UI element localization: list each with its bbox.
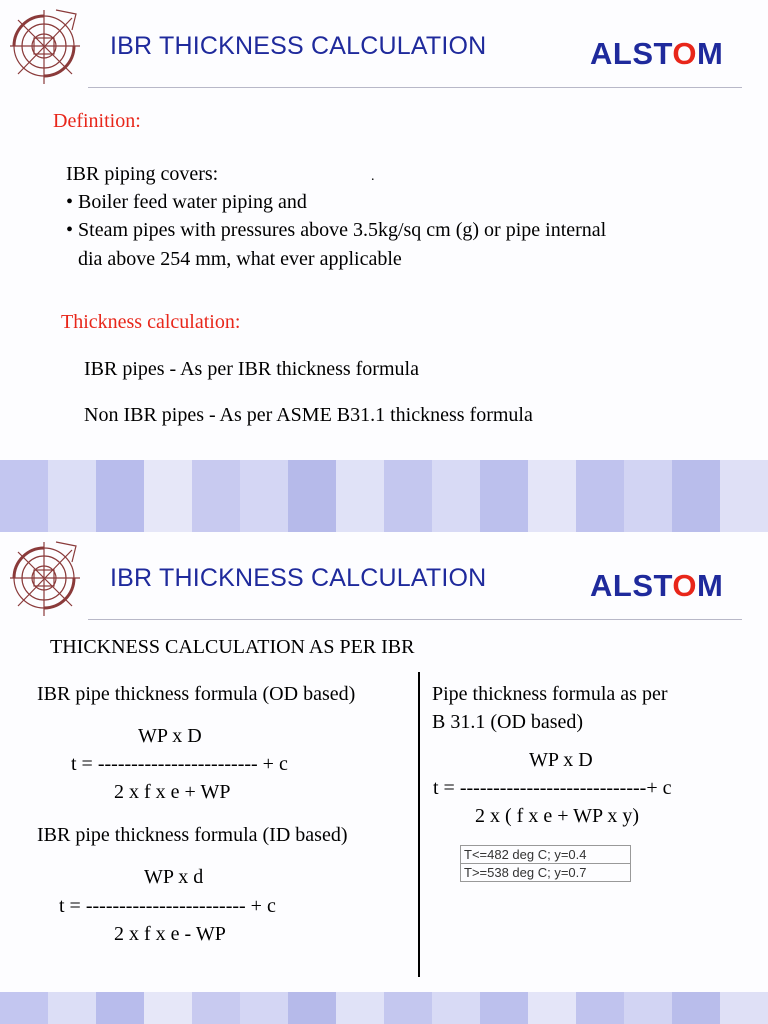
b31-formula-heading: Pipe thickness formula as per (432, 683, 668, 705)
title-divider (88, 619, 742, 620)
bullet-item (66, 220, 606, 240)
engineering-drawing-logo-icon (6, 536, 88, 620)
id-formula-numerator: WP x d (144, 866, 204, 888)
table-cell: T<=482 deg C; y=0.4 (461, 846, 631, 864)
bullet-icon: • (66, 219, 79, 241)
intro-text: IBR piping covers: (66, 163, 219, 185)
table-row (461, 846, 631, 864)
slide-separator-band (0, 992, 768, 1024)
slide-separator-band (0, 460, 768, 532)
definition-heading: Definition: (53, 110, 141, 132)
alstom-logo-text: ALSTOM (590, 36, 724, 71)
bullet-text: Steam pipes with pressures above 3.5kg/sq cm (g) or pipe internal (78, 219, 607, 241)
thickness-heading: Thickness calculation: (61, 311, 241, 333)
od-formula-heading: IBR pipe thickness formula (OD based) (37, 683, 356, 705)
table-row (461, 864, 631, 882)
slide-title: IBR THICKNESS CALCULATION (110, 32, 487, 60)
bullet-continuation: dia above 254 mm, what ever applicable (78, 248, 402, 270)
y-coefficient-table (460, 845, 631, 882)
od-formula-denominator: 2 x f x e + WP (114, 781, 231, 803)
b31-formula-fraction: t = ----------------------------+ c (433, 777, 672, 799)
od-formula-numerator: WP x D (138, 725, 202, 747)
id-formula-heading: IBR pipe thickness formula (ID based) (37, 824, 348, 846)
section-heading: THICKNESS CALCULATION AS PER IBR (50, 636, 415, 658)
alstom-logo-text: ALSTOM (590, 568, 724, 603)
slide-1 (0, 0, 768, 460)
bullet-text: Boiler feed water piping and (78, 191, 307, 213)
b31-formula-heading-line2: B 31.1 (OD based) (432, 711, 584, 733)
slide-title: IBR THICKNESS CALCULATION (110, 564, 487, 592)
b31-formula-denominator: 2 x ( f x e + WP x y) (475, 805, 640, 827)
non-ibr-pipes-text: Non IBR pipes - As per ASME B31.1 thickness formula (84, 404, 533, 426)
bullet-item (66, 192, 307, 212)
ibr-pipes-text: IBR pipes - As per IBR thickness formula (84, 358, 419, 380)
stray-dot: . (371, 169, 375, 184)
od-formula-fraction: t = ------------------------ + c (71, 753, 288, 775)
table-cell: T>=538 deg C; y=0.7 (461, 864, 631, 882)
column-divider (418, 672, 420, 977)
b31-formula-numerator: WP x D (529, 749, 593, 771)
id-formula-fraction: t = ------------------------ + c (59, 895, 276, 917)
title-divider (88, 87, 742, 88)
engineering-drawing-logo-icon (6, 4, 88, 88)
id-formula-denominator: 2 x f x e - WP (114, 923, 226, 945)
bullet-icon: • (66, 191, 79, 213)
